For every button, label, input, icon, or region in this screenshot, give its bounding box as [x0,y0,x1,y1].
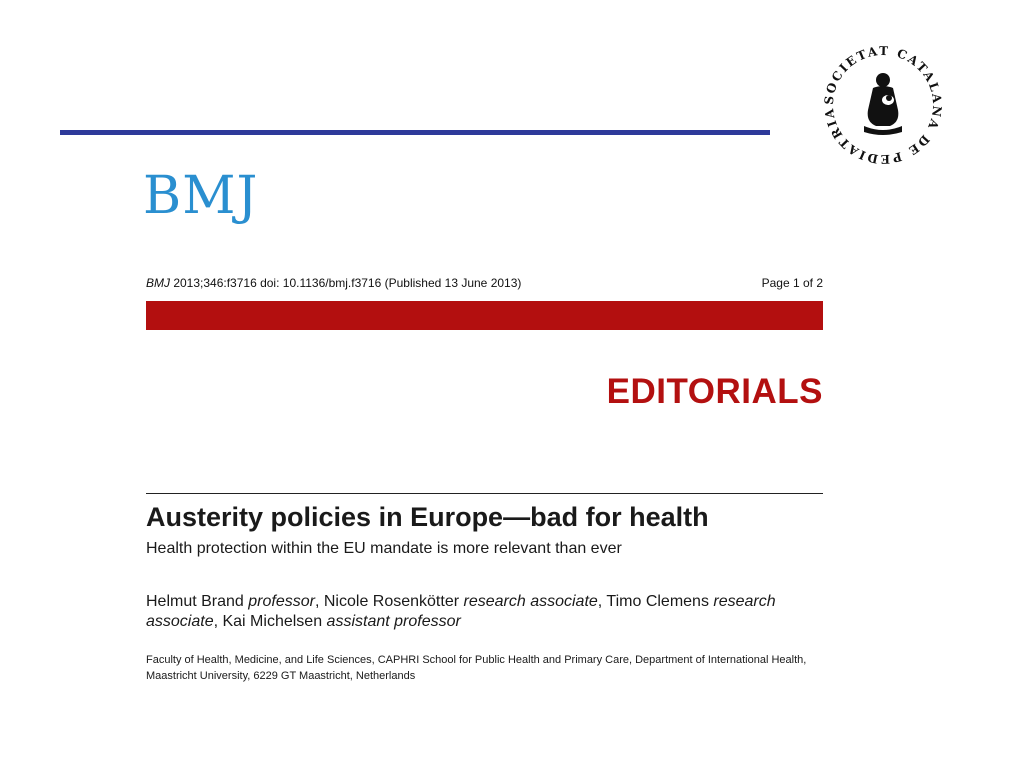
author-name: Nicole Rosenkötter [323,593,460,610]
title-divider [146,493,823,494]
bmj-logo: BMJ [143,166,259,226]
header-band [146,301,823,330]
author-name: Kai Michelsen [222,613,323,630]
slide-header-rule [60,130,770,135]
author-name: Helmut Brand [146,593,244,610]
author-role: research associate [463,593,598,610]
article-subtitle: Health protection within the EU mandate is more relevant than ever [146,540,622,557]
author-list: Helmut Brand professor, Nicole Rosenkötter research associate, Timo Clemens research associate, Kai Michelsen assistant professor [146,593,776,630]
citation-journal: BMJ [146,276,170,290]
author-role: assistant professor [326,613,461,630]
societat-catalana-pediatria-seal [818,40,948,170]
author-role: research associate [146,593,776,630]
author-name: Timo Clemens [606,593,709,610]
svg-text:SOCIETAT CATALANA DE PEDIATRIA: SOCIETAT CATALANA DE PEDIATRIA [821,43,945,167]
page-number: Page 1 of 2 [761,276,823,290]
affiliation: Faculty of Health, Medicine, and Life Sciences, CAPHRI School for Public Health and Primary Care, Department of International Health, Maastricht University, 6229 GT Maastricht, Netherlands [146,654,807,682]
article-title: Austerity policies in Europe—bad for health [146,502,709,532]
citation-details: 2013;346:f3716 doi: 10.1136/bmj.f3716 (Published 13 June 2013) [170,276,522,290]
mother-and-child-icon [864,73,902,135]
citation-line [146,276,521,290]
author-role: professor [248,593,315,610]
section-label: EDITORIALS [606,372,823,411]
